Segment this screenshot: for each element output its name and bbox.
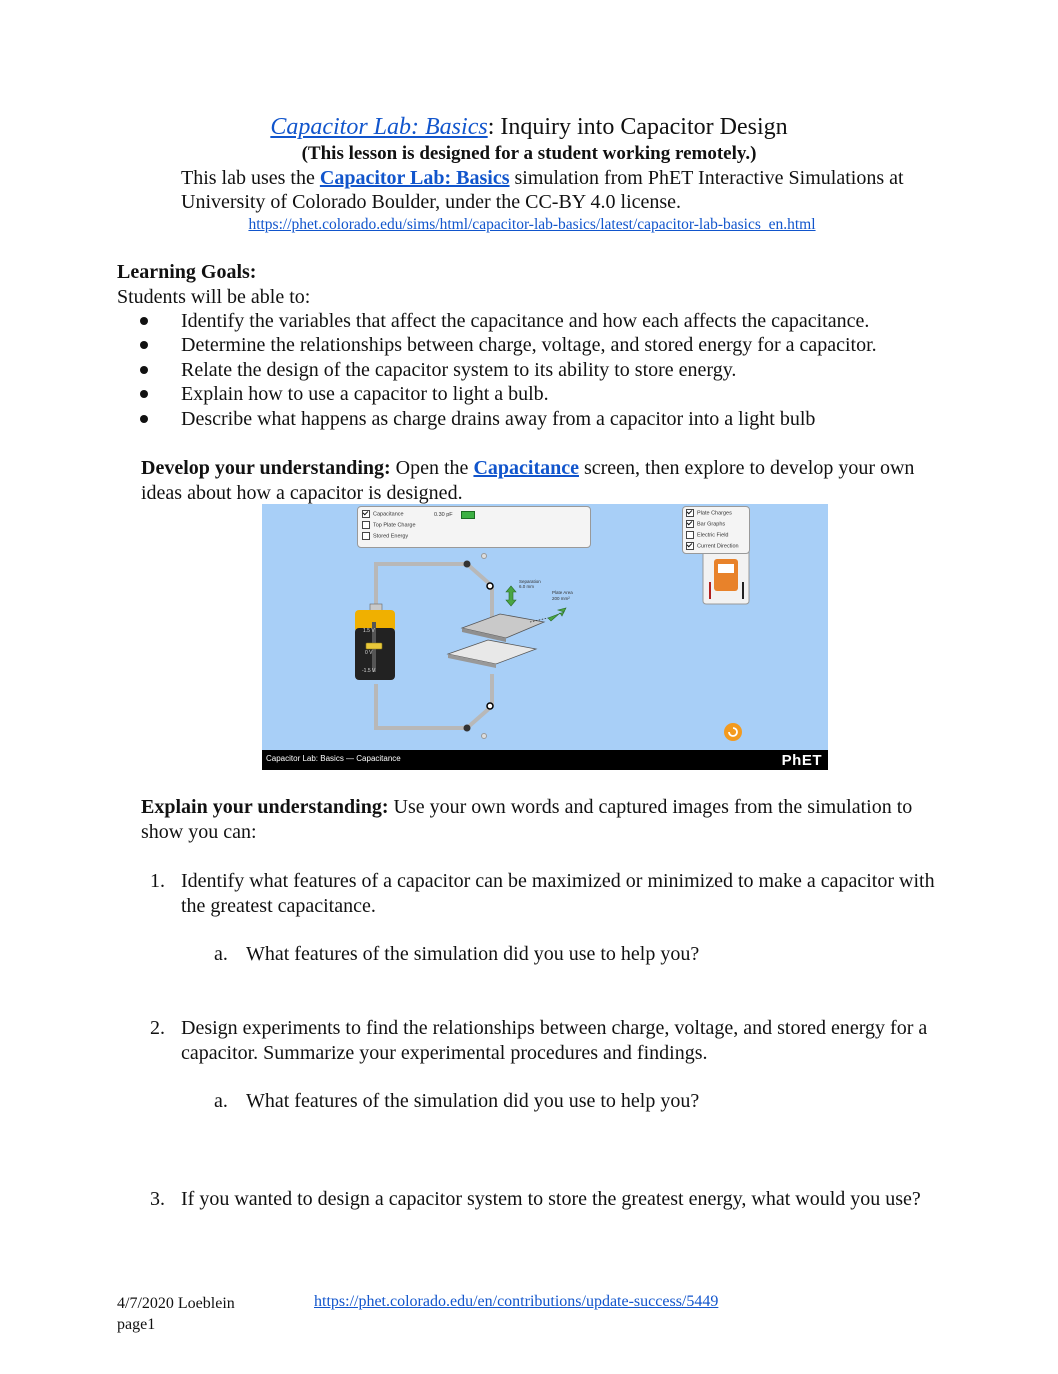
question-2a [214,1089,699,1114]
explain-paragraph [141,795,951,845]
bullet-icon [140,341,148,349]
question-1 [150,869,950,919]
separation-arrow-icon [506,586,516,606]
voltmeter-screen [718,564,734,573]
develop-after: screen, then explore to develop your own ideas about how a capacitor is designed. [141,457,915,504]
top-switch-pivot [464,561,471,568]
list-item: Describe what happens as charge drains away from a capacitor into a light bulb [140,407,877,431]
reset-button[interactable] [724,723,742,741]
question-number: 2. [150,1017,165,1039]
voltmeter-icon [714,559,738,591]
bottom-wire [376,684,492,728]
question-1a [214,942,699,967]
question-3 [150,1187,950,1212]
checkbox-icon[interactable] [686,531,694,539]
area-label: Plate Area [552,590,573,595]
bar-graphs-checkbox[interactable]: Bar Graphs [686,520,725,528]
list-item: Determine the relationships between charge, voltage, and stored energy for a capacitor. [140,333,877,357]
explain-text: Use your own words and captured images from the simulation to show you can: [141,796,913,843]
footer-page: page1 [117,1316,156,1333]
capacitance-link[interactable]: Capacitance [473,457,579,479]
learning-goals-intro: Students will be able to: [117,286,311,308]
checkbox-icon[interactable] [686,509,694,517]
sim-url-link[interactable]: https://phet.colorado.edu/sims/html/capacitor-lab-basics/latest/capacitor-lab-basics_en.html [248,216,816,233]
bottom-switch-contact [487,703,493,709]
sim-title: Capacitor Lab: Basics — Capacitance [266,754,401,763]
list-item: Identify the variables that affect the capacitance and how each affects the capacitance. [140,309,877,333]
simulation-screenshot [262,504,828,770]
footer-date-author: 4/7/2020 Loeblein [117,1295,235,1312]
bullet-icon [140,415,148,423]
checkbox-icon[interactable] [686,520,694,528]
capacitance-checkbox[interactable]: Capacitance [362,510,404,518]
title-rest: : Inquiry into Capacitor Design [487,114,788,140]
footer-url[interactable] [314,1293,718,1311]
intro-link[interactable]: Capacitor Lab: Basics [319,167,510,189]
sim-url[interactable] [0,216,1058,234]
checkbox-icon[interactable] [686,542,694,550]
top-plate-charge-checkbox[interactable]: Top Plate Charge [362,521,416,529]
footer-url-link[interactable]: https://phet.colorado.edu/en/contributions/update-success/5449 [314,1293,719,1310]
plate-charges-checkbox[interactable]: Plate Charges [686,509,732,517]
question-text: Identify what features of a capacitor can be maximized or minimized to make a capacitor with the greatest capacitance. [181,870,935,917]
current-direction-checkbox[interactable]: Current Direction [686,542,739,550]
develop-label: Develop your understanding: [141,457,391,479]
learning-goals-heading: Learning Goals: [117,261,257,283]
top-switch-alt [482,554,487,559]
separation-label: Separation [519,579,541,584]
list-item: Explain how to use a capacitor to light a bulb. [140,382,877,406]
capacitance-value: 0.30 pF [434,512,453,518]
subtitle: (This lesson is designed for a student working remotely.) [301,143,757,164]
intro-before: This lab uses the [181,167,320,189]
question-text: Design experiments to find the relationships between charge, voltage, and stored energy for a capacitor. Summarize your experimental procedures and findings. [181,1017,928,1064]
checkbox-icon[interactable] [362,532,370,540]
subquestion-text: What features of the simulation did you use to help you? [246,943,700,965]
list-item: Relate the design of the capacitor system to its ability to store energy. [140,358,877,382]
question-number: 1. [150,870,165,892]
intro-paragraph [181,166,961,214]
explain-label: Explain your understanding: [141,796,389,818]
battery-label-zero: 0 V [365,650,373,656]
capacitance-bar [461,511,475,519]
learning-goals-list [140,309,877,431]
question-number: 3. [150,1188,165,1210]
battery-label-min: -1.5 V [362,668,376,674]
intro-after: simulation from PhET Interactive Simulations at University of Colorado Boulder, under the CC-BY 4.0 license. [181,167,904,213]
view-options-panel [682,506,750,554]
area-arrow-icon [548,608,566,621]
question-text: If you wanted to design a capacitor system to store the greatest energy, what would you use? [181,1188,921,1210]
top-wire [376,564,492,604]
bullet-icon [140,366,148,374]
subquestion-text: What features of the simulation did you use to help you? [246,1090,700,1112]
subquestion-number: a. [214,1090,228,1112]
battery-slider-handle [366,643,382,649]
question-2 [150,1016,950,1066]
checkbox-icon[interactable] [362,521,370,529]
page-title [0,112,1058,142]
checkbox-icon[interactable] [362,510,370,518]
develop-before: Open the [390,457,474,479]
stored-energy-checkbox[interactable]: Stored Energy [362,532,408,540]
area-value: 200 mm² [552,596,570,601]
battery-label-max: 1.5 V [363,628,375,634]
develop-paragraph [141,456,951,506]
bottom-switch-alt [482,734,487,739]
title-link[interactable]: Capacitor Lab: Basics [270,114,488,140]
electric-field-checkbox[interactable]: Electric Field [686,531,728,539]
bullet-icon [140,390,148,398]
top-switch-contact [487,583,493,589]
subquestion-number: a. [214,943,228,965]
meters-panel [357,506,591,548]
sim-navigation-bar [262,750,828,770]
footer [117,1293,235,1335]
phet-logo: PhET [781,752,822,769]
separation-value: 6.0 mm [519,584,535,589]
bullet-icon [140,317,148,325]
bottom-switch-pivot [464,725,471,732]
